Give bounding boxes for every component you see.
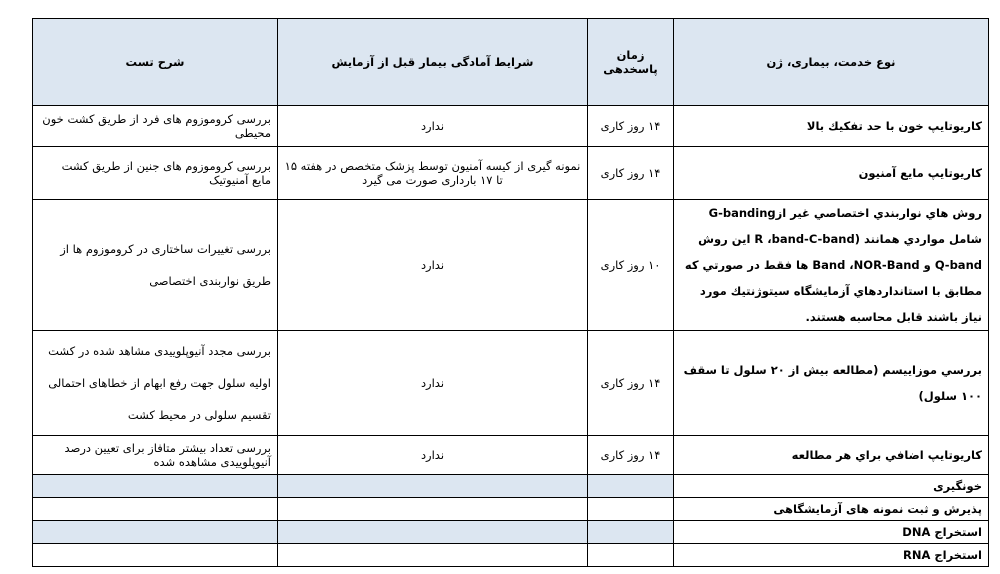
table-row xyxy=(33,544,989,567)
service-name: پذیرش و ثبت نمونه های آزمایشگاهی xyxy=(674,498,989,521)
test-description: بررسی تعداد بیشتر متافاز برای تعیین درصد آنیوپلوییدی مشاهده شده xyxy=(33,436,278,475)
service-name: روش هاي نواربندي اختصاصي غير ازG-banding شامل مواردي همانند (R ،band-C-band اين روش Q-band و Band ،NOR-Band ها فقط در صورتي كه مطابق با استانداردهاي آزمايشگاه سيتوژنتيك مورد نياز باشند قابل محاسبه هستند. xyxy=(674,200,989,331)
patient-prep: نمونه گیری از کیسه آمنیون توسط پزشک متخصص در هفته ۱۵ تا ۱۷ بارداری صورت می گیرد xyxy=(278,147,588,200)
patient-prep: ندارد xyxy=(278,436,588,475)
table-row xyxy=(33,475,989,498)
service-name: كاريوتايپ مايع آمنيون xyxy=(674,147,989,200)
table-row xyxy=(33,106,989,147)
empty-cell xyxy=(33,544,278,567)
response-time: ۱۴ روز کاری xyxy=(588,106,674,147)
header-service: نوع خدمت، بیماری، ژن xyxy=(674,19,989,106)
services-table-container xyxy=(32,18,988,567)
service-name: استخراج DNA xyxy=(674,521,989,544)
empty-cell xyxy=(278,521,588,544)
table-row xyxy=(33,147,989,200)
empty-cell xyxy=(588,475,674,498)
patient-prep: ندارد xyxy=(278,106,588,147)
response-time: ۱۰ روز کاری xyxy=(588,200,674,331)
test-description: بررسی کروموزوم های فرد از طریق کشت خون محیطی xyxy=(33,106,278,147)
test-description: بررسی تغییرات ساختاری در کروموزوم ها از طریق نواربندی اختصاصی xyxy=(33,200,278,331)
service-name: خونگیری xyxy=(674,475,989,498)
test-description: بررسی کروموزوم های جنین از طریق کشت مایع آمنیوتیک xyxy=(33,147,278,200)
test-description: بررسی مجدد آنیوپلوییدی مشاهد شده در کشت اولیه سلول جهت رفع ابهام از خطاهای احتمالی تقسیم سلولی در محیط کشت xyxy=(33,331,278,436)
header-response-time: زمان پاسخدهی xyxy=(588,19,674,106)
empty-cell xyxy=(588,521,674,544)
service-name: بررسي موزاييسم (مطالعه بيش از ۲۰ سلول تا سقف ۱۰۰ سلول) xyxy=(674,331,989,436)
service-name: استخراج RNA xyxy=(674,544,989,567)
empty-cell xyxy=(33,475,278,498)
table-header-row xyxy=(33,19,989,106)
table-row xyxy=(33,436,989,475)
empty-cell xyxy=(588,498,674,521)
header-patient-prep: شرایط آمادگی بیمار قبل از آزمایش xyxy=(278,19,588,106)
table-row xyxy=(33,331,989,436)
services-table xyxy=(32,18,989,567)
patient-prep: ندارد xyxy=(278,200,588,331)
table-row xyxy=(33,200,989,331)
response-time: ۱۴ روز کاری xyxy=(588,147,674,200)
empty-cell xyxy=(278,544,588,567)
empty-cell xyxy=(278,475,588,498)
empty-cell xyxy=(278,498,588,521)
response-time: ۱۴ روز کاری xyxy=(588,331,674,436)
empty-cell xyxy=(33,521,278,544)
table-row xyxy=(33,498,989,521)
empty-cell xyxy=(588,544,674,567)
header-description: شرح تست xyxy=(33,19,278,106)
patient-prep: ندارد xyxy=(278,331,588,436)
table-row xyxy=(33,521,989,544)
service-name: كاريوتايپ اضافي براي هر مطالعه xyxy=(674,436,989,475)
response-time: ۱۴ روز کاری xyxy=(588,436,674,475)
empty-cell xyxy=(33,498,278,521)
service-name: كاريوتايپ خون با حد تفكيك بالا xyxy=(674,106,989,147)
